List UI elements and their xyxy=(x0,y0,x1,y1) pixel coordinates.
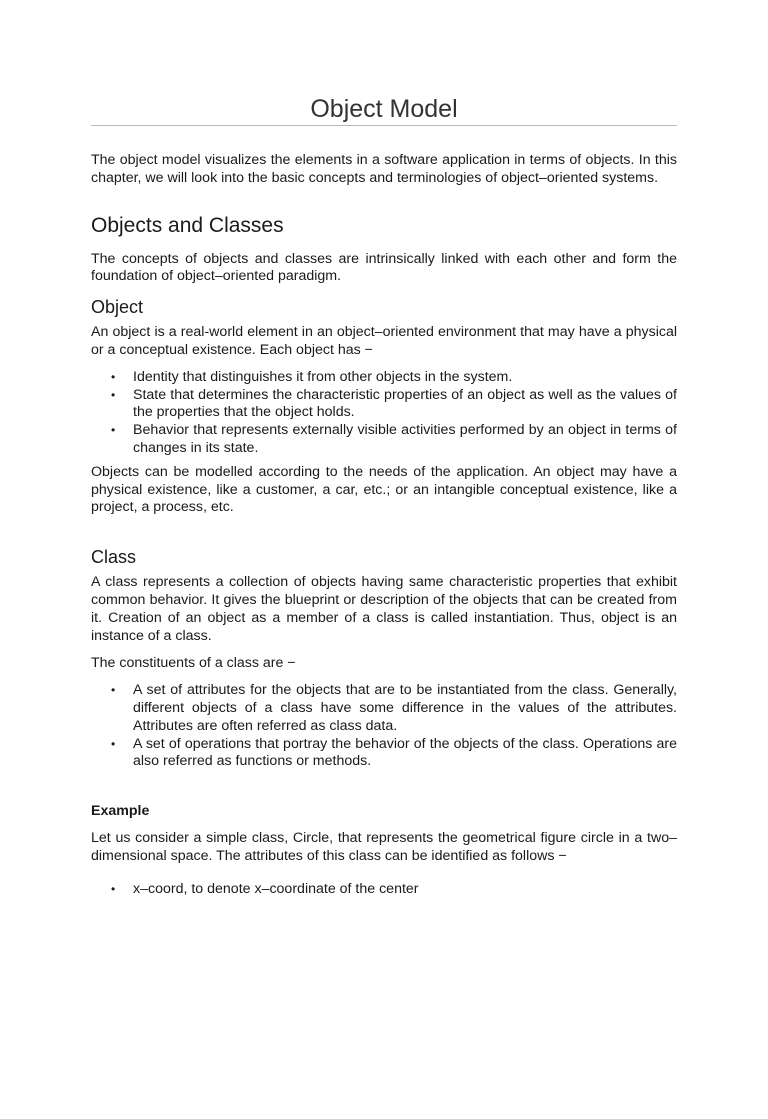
list-item-text: x–coord, to denote x–coordinate of the center xyxy=(133,880,419,897)
list-item xyxy=(91,881,677,899)
object-properties-list xyxy=(91,369,677,458)
object-paragraph: An object is a real-world element in an object–oriented environment that may have a physical or a conceptual existence. Each object has − xyxy=(91,324,677,358)
bullet-icon: • xyxy=(111,369,116,384)
class-constituents-list xyxy=(91,682,677,771)
list-item-text: A set of operations that portray the behavior of the objects of the class. Operations are also referred as functions or methods. xyxy=(133,735,677,770)
bullet-icon: • xyxy=(111,736,116,751)
bullet-icon: • xyxy=(111,683,116,698)
title-divider xyxy=(91,125,677,126)
document-title: Object Model xyxy=(310,95,458,123)
document-page xyxy=(0,95,768,1119)
list-item xyxy=(91,682,677,735)
objects-classes-paragraph: The concepts of objects and classes are intrinsically linked with each other and form the foundation of object–oriented paradigm. xyxy=(91,250,677,285)
list-item-text: A set of attributes for the objects that are to be instantiated from the class. Generally, different objects of a class have some difference in the values of the attributes. Attributes are often referred as class data. xyxy=(133,682,677,734)
example-heading: Example xyxy=(91,803,150,820)
class-constituents-intro: The constituents of a class are − xyxy=(91,655,296,672)
section-heading-objects-and-classes: Objects and Classes xyxy=(91,213,284,237)
list-item xyxy=(91,369,677,387)
subheading-object: Object xyxy=(91,297,144,318)
example-attributes-list xyxy=(91,881,677,899)
list-item xyxy=(91,422,677,458)
object-modelling-paragraph: Objects can be modelled according to the needs of the application. An object may have a physical existence, like a customer, a car, etc.; or an intangible conceptual existence, like a project, a process, etc. xyxy=(91,463,677,516)
example-paragraph: Let us consider a simple class, Circle, that represents the geometrical figure circle in a two–dimensional space. The attributes of this class can be identified as follows − xyxy=(91,829,677,864)
subheading-class: Class xyxy=(91,547,137,568)
bullet-icon: • xyxy=(111,387,116,402)
list-item xyxy=(91,736,677,772)
list-item-text: Identity that distinguishes it from other objects in the system. xyxy=(133,368,513,385)
list-item-text: State that determines the characteristic properties of an object as well as the values of the properties that the object holds. xyxy=(133,386,677,421)
bullet-icon: • xyxy=(111,423,116,438)
intro-paragraph: The object model visualizes the elements in a software application in terms of objects. In this chapter, we will look into the basic concepts and terminologies of object–oriented systems. xyxy=(91,152,677,186)
list-item xyxy=(91,387,677,423)
class-paragraph: A class represents a collection of objects having same characteristic properties that exhibit common behavior. It gives the blueprint or description of the objects that can be created from it. Creation of an object as a member of a class is called instantiation. Thus, object is an instance of a class. xyxy=(91,574,677,644)
list-item-text: Behavior that represents externally visible activities performed by an object in terms of changes in its state. xyxy=(133,422,677,456)
bullet-icon: • xyxy=(111,881,116,896)
